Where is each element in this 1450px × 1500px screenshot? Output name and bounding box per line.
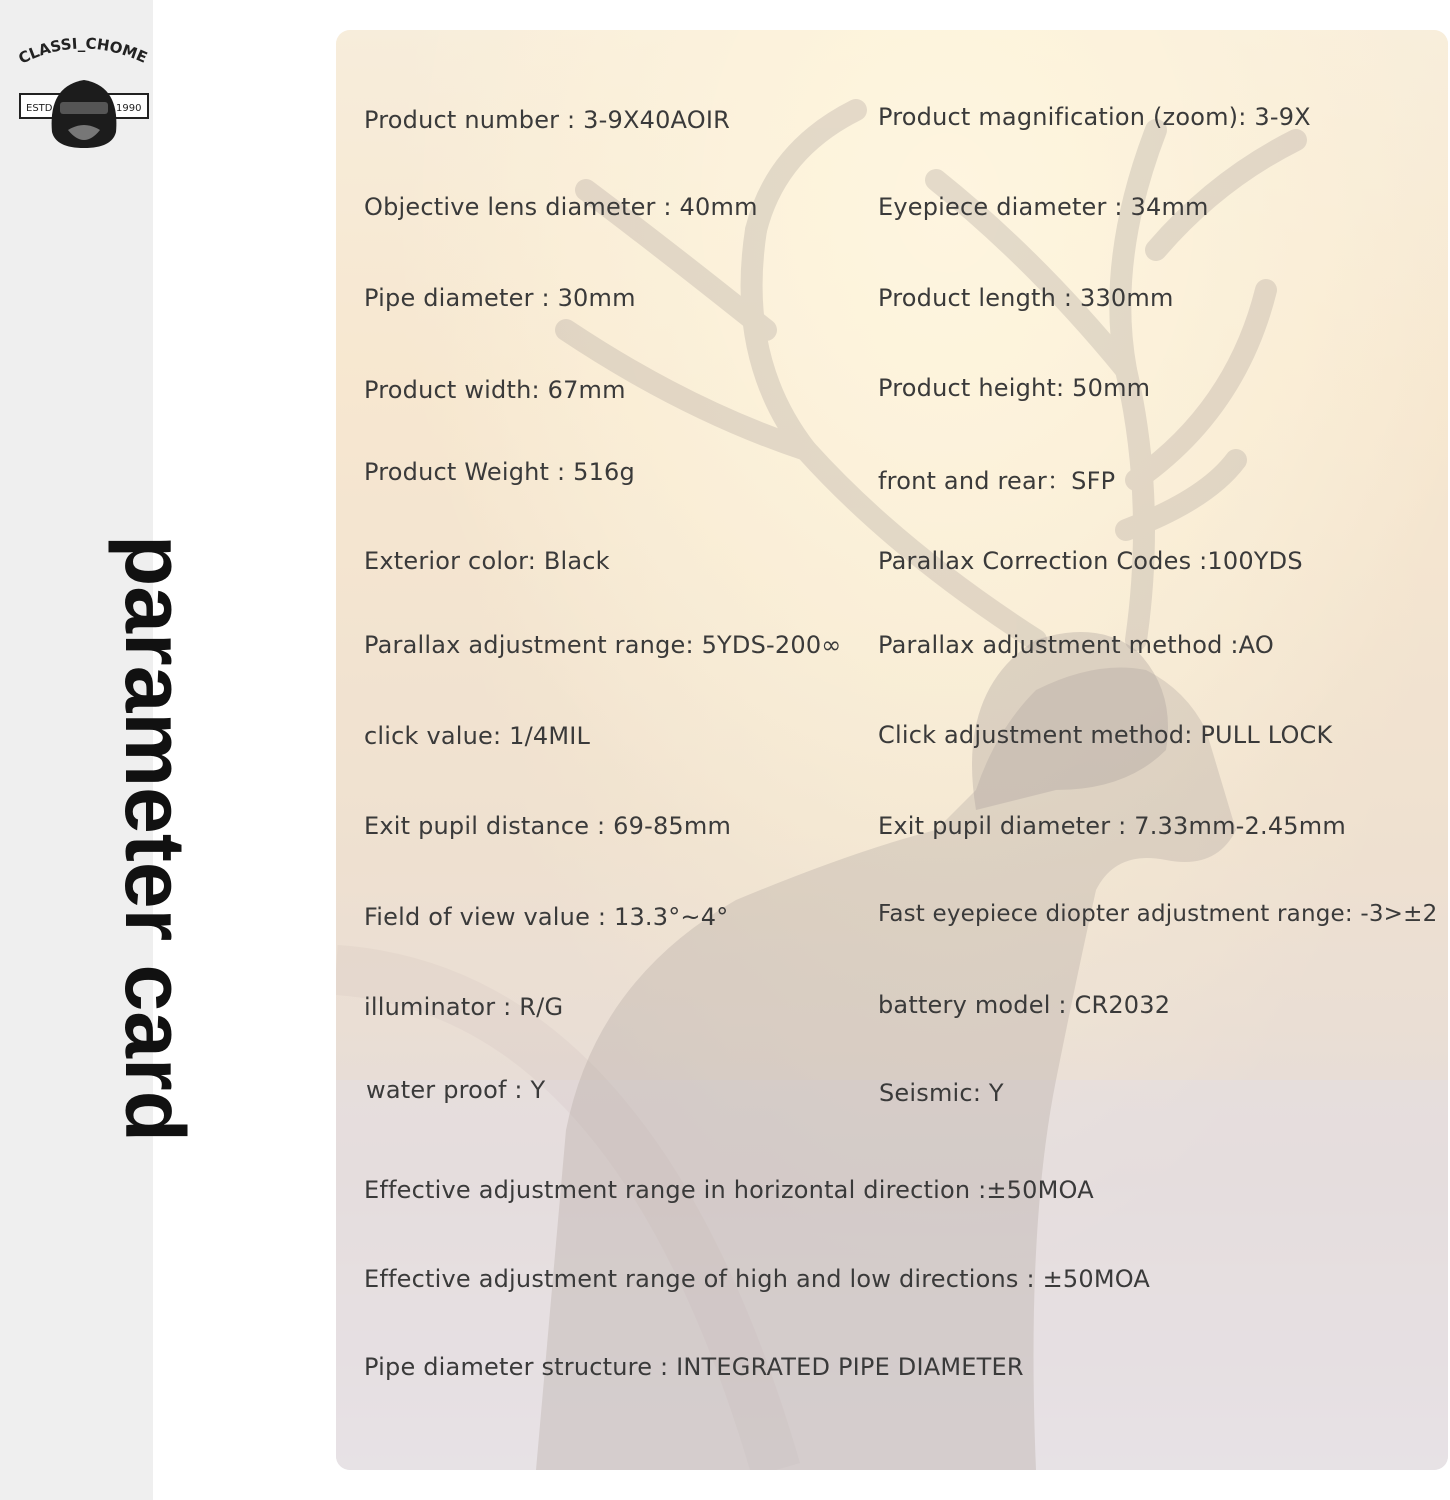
spec-exit-pupil-distance: Exit pupil distance : 69-85mm xyxy=(364,812,732,840)
spec-objective-lens: Objective lens diameter : 40mm xyxy=(364,193,758,221)
spec-vertical-range: Effective adjustment range of high and low directions : ±50MOA xyxy=(364,1265,1151,1293)
spec-seismic: Seismic: Y xyxy=(879,1079,1004,1107)
spec-horizontal-range: Effective adjustment range in horizontal direction :±50MOA xyxy=(364,1176,1094,1204)
spec-diopter-range: Fast eyepiece diopter adjustment range: -3>±2 xyxy=(878,901,1438,927)
spec-pipe-diameter: Pipe diameter : 30mm xyxy=(364,284,636,312)
spec-exterior-color: Exterior color: Black xyxy=(364,547,610,575)
spec-parallax-range: Parallax adjustment range: 5YDS-200∞ xyxy=(364,631,842,659)
deer-background-image xyxy=(336,30,1448,1470)
brand-logo xyxy=(12,36,154,154)
spec-parallax-method: Parallax adjustment method :AO xyxy=(878,631,1274,659)
badge-right: 1990 xyxy=(116,103,142,114)
spec-parallax-codes: Parallax Correction Codes :100YDS xyxy=(878,547,1303,575)
parameter-card xyxy=(336,30,1448,1470)
spec-field-of-view: Field of view value : 13.3°~4° xyxy=(364,903,729,931)
sidebar xyxy=(0,0,202,1500)
badge-left: ESTD xyxy=(26,103,53,114)
spec-pipe-structure: Pipe diameter structure : INTEGRATED PIPE DIAMETER xyxy=(364,1353,1024,1381)
spec-illuminator: illuminator : R/G xyxy=(364,993,564,1021)
spec-water-proof: water proof : Y xyxy=(366,1076,546,1104)
spec-magnification: Product magnification (zoom): 3-9X xyxy=(878,103,1311,131)
spec-click-value: click value: 1/4MIL xyxy=(364,722,591,750)
spec-battery: battery model : CR2032 xyxy=(878,991,1171,1019)
spec-width: Product width: 67mm xyxy=(364,376,626,404)
logo-text: CLASSI_CHOME xyxy=(15,36,151,68)
spec-eyepiece: Eyepiece diameter : 34mm xyxy=(878,193,1209,221)
spec-front-rear: front and rear：SFP xyxy=(878,467,1116,495)
spec-length: Product length : 330mm xyxy=(878,284,1174,312)
spec-exit-pupil-diameter: Exit pupil diameter : 7.33mm-2.45mm xyxy=(878,812,1346,840)
spec-click-method: Click adjustment method: PULL LOCK xyxy=(878,721,1333,749)
helmet-logo-icon xyxy=(12,36,154,154)
spec-product-number: Product number : 3-9X40AOIR xyxy=(364,106,730,134)
page-title: parameter card xyxy=(108,535,202,1142)
spec-weight: Product Weight : 516g xyxy=(364,458,635,486)
spec-height: Product height: 50mm xyxy=(878,374,1151,402)
